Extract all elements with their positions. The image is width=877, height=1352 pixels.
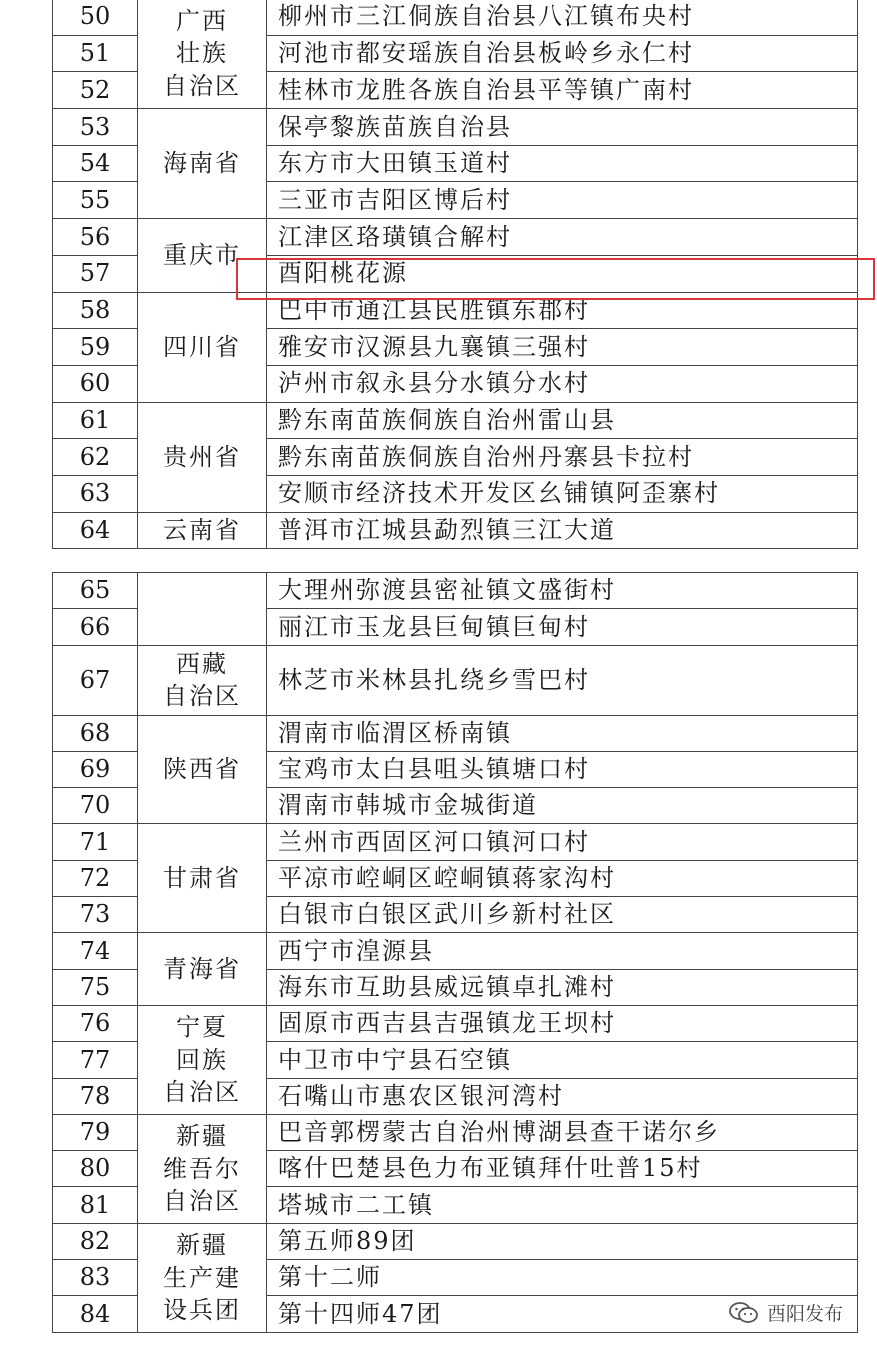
- row-number: 74: [53, 933, 138, 969]
- province-cell: [138, 933, 267, 1006]
- place-name: 东方市大田镇玉道村: [267, 145, 858, 182]
- place-name: 渭南市韩城市金城街道: [267, 788, 858, 824]
- row-number: 84: [53, 1296, 138, 1332]
- row-number: 52: [53, 72, 138, 109]
- place-name: 巴音郭楞蒙古自治州博湖县查干诺尔乡: [267, 1114, 858, 1150]
- province-cell: [138, 573, 267, 646]
- row-number: 59: [53, 329, 138, 366]
- place-name: 平凉市崆峒区崆峒镇蒋家沟村: [267, 860, 858, 896]
- place-name: 第十二师: [267, 1260, 858, 1296]
- row-number: 55: [53, 182, 138, 219]
- row-number: 80: [53, 1151, 138, 1187]
- table-row: [53, 402, 858, 439]
- place-name: 巴中市通江县民胜镇东郡村: [267, 292, 858, 329]
- province-line: 陕西省: [163, 755, 241, 784]
- place-name: 桂林市龙胜各族自治县平等镇广南村: [267, 72, 858, 109]
- province-cell: [138, 109, 267, 219]
- province-cell: [138, 292, 267, 402]
- row-number: 83: [53, 1260, 138, 1296]
- row-number: 54: [53, 145, 138, 182]
- province-line: 自治区: [163, 1078, 241, 1107]
- province-line: 西藏: [176, 649, 228, 678]
- row-number: 78: [53, 1078, 138, 1114]
- row-number: 64: [53, 512, 138, 549]
- table-row: [53, 645, 858, 715]
- row-number: 61: [53, 402, 138, 439]
- place-name: 宝鸡市太白县咀头镇塘口村: [267, 751, 858, 787]
- place-name: 丽江市玉龙县巨甸镇巨甸村: [267, 609, 858, 645]
- province-cell: [138, 219, 267, 292]
- table-row: [53, 219, 858, 256]
- province-line: 重庆市: [163, 241, 241, 270]
- row-number: 68: [53, 715, 138, 751]
- place-name: 固原市西吉县吉强镇龙王坝村: [267, 1005, 858, 1041]
- row-number: 66: [53, 609, 138, 645]
- place-name: 黔东南苗族侗族自治州丹寨县卡拉村: [267, 439, 858, 476]
- row-number: 51: [53, 35, 138, 72]
- province-cell: [138, 715, 267, 824]
- watermark-text: 酉阳发布: [766, 1303, 843, 1325]
- province-line: 四川省: [163, 332, 241, 361]
- place-name: 海东市互助县威远镇卓扎滩村: [267, 969, 858, 1005]
- row-number: 73: [53, 897, 138, 933]
- province-line: 设兵团: [163, 1295, 241, 1324]
- place-name: 黔东南苗族侗族自治州雷山县: [267, 402, 858, 439]
- province-line: 新疆: [176, 1122, 228, 1151]
- place-name: 普洱市江城县勐烈镇三江大道: [267, 512, 858, 549]
- row-number: 76: [53, 1005, 138, 1041]
- place-name: 三亚市吉阳区博后村: [267, 182, 858, 219]
- place-name: 塔城市二工镇: [267, 1187, 858, 1223]
- place-name: 西宁市湟源县: [267, 933, 858, 969]
- row-number: 77: [53, 1042, 138, 1078]
- table-row: [53, 109, 858, 146]
- province-cell: [138, 402, 267, 512]
- wechat-icon: [729, 1301, 759, 1325]
- watermark: [725, 1297, 847, 1328]
- province-line: 广西: [176, 6, 228, 35]
- place-name: 河池市都安瑶族自治县板岭乡永仁村: [267, 35, 858, 72]
- table-row: [53, 824, 858, 860]
- place-name: 石嘴山市惠农区银河湾村: [267, 1078, 858, 1114]
- place-name: 白银市白银区武川乡新村社区: [267, 897, 858, 933]
- province-cell: [138, 645, 267, 715]
- place-name: 第十四师47团: [267, 1296, 858, 1332]
- place-name: 柳州市三江侗族自治县八江镇布央村: [267, 0, 858, 35]
- place-name: 渭南市临渭区桥南镇: [267, 715, 858, 751]
- place-name: 兰州市西固区河口镇河口村: [267, 824, 858, 860]
- table-row: [53, 933, 858, 969]
- row-number: 79: [53, 1114, 138, 1150]
- village-table-1: [52, 0, 858, 549]
- table-row: [53, 292, 858, 329]
- row-number: 69: [53, 751, 138, 787]
- row-number: 53: [53, 109, 138, 146]
- row-number: 62: [53, 439, 138, 476]
- place-name: 大理州弥渡县密祉镇文盛街村: [267, 573, 858, 609]
- row-number: 57: [53, 255, 138, 292]
- row-number: 82: [53, 1223, 138, 1259]
- province-line: 宁夏: [176, 1013, 228, 1042]
- row-number: 72: [53, 860, 138, 896]
- table-row: [53, 512, 858, 549]
- table-row: [53, 1005, 858, 1041]
- row-number: 56: [53, 219, 138, 256]
- row-number: 67: [53, 645, 138, 715]
- row-number: 65: [53, 573, 138, 609]
- table-row: [53, 1223, 858, 1259]
- province-line: 生产建: [163, 1263, 241, 1292]
- row-number: 60: [53, 365, 138, 402]
- province-cell: [138, 824, 267, 933]
- province-line: 新疆: [176, 1231, 228, 1260]
- place-name: 喀什巴楚县色力布亚镇拜什吐普15村: [267, 1151, 858, 1187]
- province-cell: [138, 1114, 267, 1223]
- province-line: 自治区: [163, 1187, 241, 1215]
- table-row: [53, 1114, 858, 1150]
- place-name: 第五师89团: [267, 1223, 858, 1259]
- place-name: 酉阳桃花源: [267, 255, 858, 292]
- province-cell: [138, 1005, 267, 1114]
- province-line: 维吾尔: [163, 1154, 241, 1183]
- province-line: 海南省: [163, 149, 241, 178]
- province-line: 贵州省: [163, 442, 241, 471]
- province-line: 自治区: [163, 682, 241, 711]
- province-line: 壮族: [176, 39, 228, 68]
- place-name: 江津区珞璜镇合解村: [267, 219, 858, 256]
- table-row: [53, 715, 858, 751]
- village-table-2: [52, 572, 858, 1333]
- province-cell: [138, 0, 267, 109]
- row-number: 81: [53, 1187, 138, 1223]
- province-cell: [138, 512, 267, 549]
- table-row: [53, 0, 858, 35]
- place-name: 泸州市叙永县分水镇分水村: [267, 365, 858, 402]
- row-number: 50: [53, 0, 138, 35]
- row-number: 63: [53, 475, 138, 512]
- row-number: 71: [53, 824, 138, 860]
- row-number: 75: [53, 969, 138, 1005]
- place-name: 保亭黎族苗族自治县: [267, 109, 858, 146]
- province-line: 甘肃省: [163, 864, 241, 893]
- province-line: 自治区: [163, 71, 241, 100]
- table-row: [53, 573, 858, 609]
- province-line: 云南省: [163, 516, 241, 545]
- row-number: 70: [53, 788, 138, 824]
- row-number: 58: [53, 292, 138, 329]
- province-line: 青海省: [163, 954, 241, 983]
- province-line: 回族: [176, 1045, 228, 1074]
- province-cell: [138, 1223, 267, 1332]
- place-name: 中卫市中宁县石空镇: [267, 1042, 858, 1078]
- place-name: 安顺市经济技术开发区幺铺镇阿歪寨村: [267, 475, 858, 512]
- place-name: 林芝市米林县扎绕乡雪巴村: [267, 645, 858, 715]
- place-name: 雅安市汉源县九襄镇三强村: [267, 329, 858, 366]
